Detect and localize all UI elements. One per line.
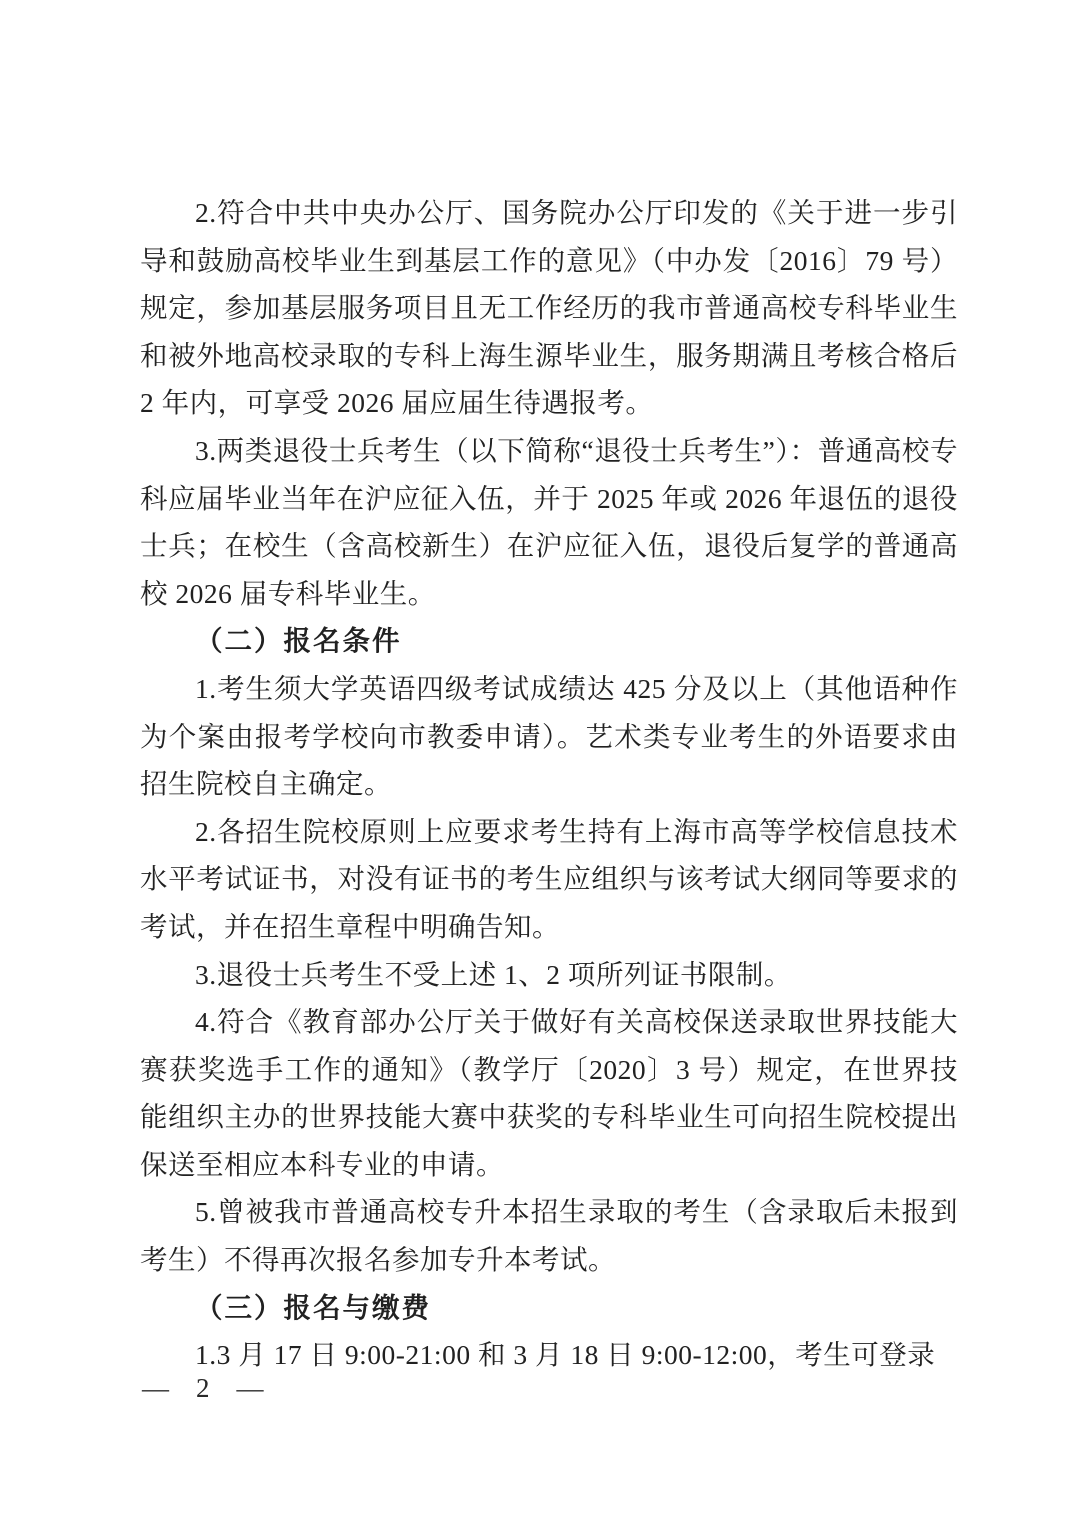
paragraph-veteran-exemption: 3.退役士兵考生不受上述 1、2 项所列证书限制。 (195, 958, 792, 990)
paragraph-registration-time: 1.3 月 17 日 9:00-21:00 和 3 月 18 日 9:00-12:00，考生可登录 (195, 1339, 936, 1371)
footer-dash-right: — (236, 1373, 264, 1403)
paragraph-worldskills-award: 4.符合《教育部办公厅关于做好有关高校保送录取世界技能大赛获奖选手工作的通知》（教学厅〔2020〕3 号）规定，在世界技能组织主办的世界技能大赛中获奖的专科毕业生可向招生院校提出保送至相应本科专业的申请。 (140, 1006, 958, 1180)
section-heading-registration-payment: （三）报名与缴费 (195, 1291, 431, 1323)
paragraph-veteran-candidates: 3.两类退役士兵考生（以下简称“退役士兵考生”）：普通高校专科应届毕业当年在沪应征入伍，并于 2025 年或 2026 年退伍的退役士兵；在校生（含高校新生）在沪应征入伍，退役后复学的普通高校 2026 届专科毕业生。 (140, 434, 958, 609)
paragraph-basic-service-policy: 2.符合中共中央办公厅、国务院办公厅印发的《关于进一步引导和鼓励高校毕业生到基层工作的意见》（中办发〔2016〕79 号）规定，参加基层服务项目且无工作经历的我市普通高校专科毕业生和被外地高校录取的专科上海生源毕业生，服务期满且考核合格后 2 年内，可享受 2026 届应届生待遇报考。 (140, 197, 958, 419)
section-heading-registration-conditions: （二）报名条件 (195, 625, 402, 657)
page-number: 2 (196, 1373, 210, 1403)
paragraph-previous-admission: 5.曾被我市普通高校专升本招生录取的考生（含录取后未报到考生）不得再次报名参加专升本考试。 (140, 1196, 958, 1276)
paragraph-cet4-requirement: 1.考生须大学英语四级考试成绩达 425 分及以上（其他语种作为个案由报考学校向市教委申请）。艺术类专业考生的外语要求由招生院校自主确定。 (140, 672, 958, 800)
paragraph-it-certificate: 2.各招生院校原则上应要求考生持有上海市高等学校信息技术水平考试证书，对没有证书的考生应组织与该考试大纲同等要求的考试，并在招生章程中明确告知。 (140, 815, 958, 942)
page-footer (142, 1368, 264, 1408)
document-body (140, 189, 958, 1379)
footer-dash-left: — (142, 1373, 169, 1403)
